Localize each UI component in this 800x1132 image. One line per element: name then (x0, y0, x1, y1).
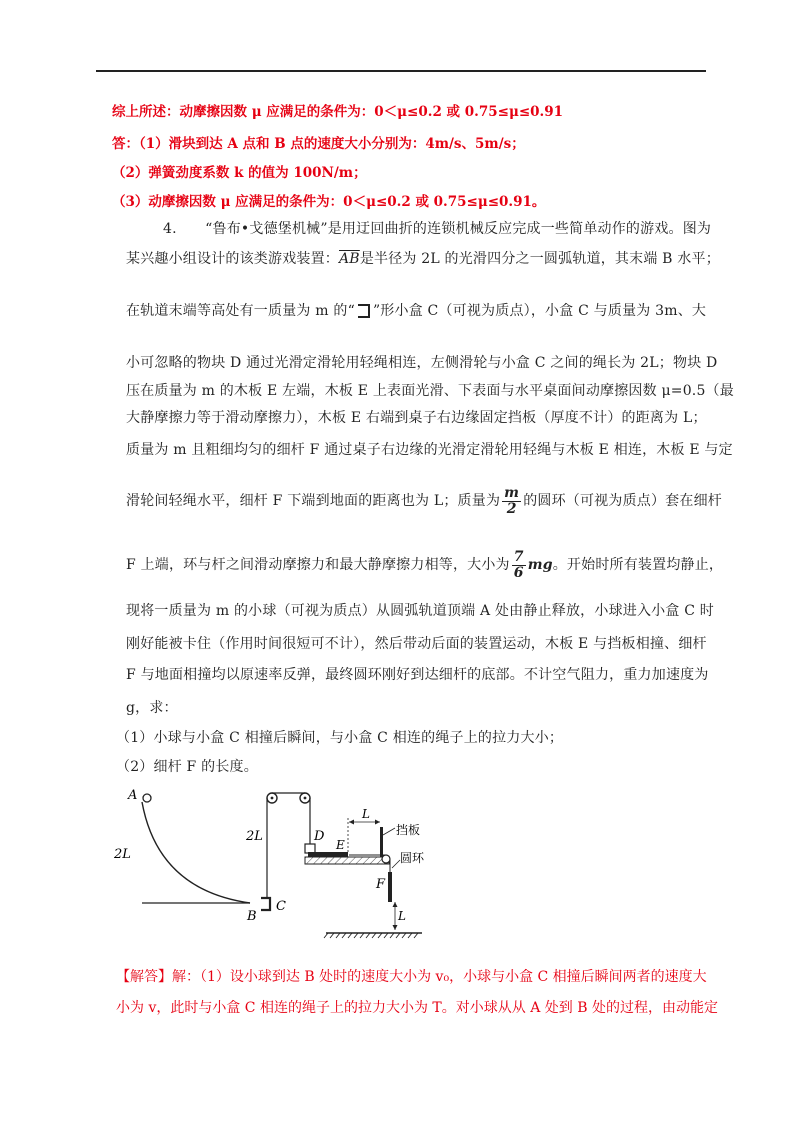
problem-line-1: 4. “鲁布•戈德堡机械”是用迂回曲折的连锁机械反应完成一些简单动作的游戏。图为 (163, 221, 712, 237)
ground-hatch (324, 933, 418, 938)
answer-1: 答：（1）滑块到达 A 点和 B 点的速度大小分别为：4m/s、5m/s； (112, 136, 525, 152)
label-f: F (376, 877, 386, 892)
problem-line-2 (126, 248, 720, 268)
question-2: （2）细杆 F 的长度。 (116, 759, 258, 775)
block-d (305, 844, 315, 853)
problem-line-9-pre: F 上端，环与杆之间滑动摩擦力和最大静摩擦力相等，大小为 (126, 557, 510, 574)
apparatus-diagram (100, 780, 450, 950)
label-baffle: 挡板 (396, 823, 421, 837)
baffle-pointer (383, 828, 395, 835)
question-1: （1）小球与小盒 C 相撞后瞬间，与小盒 C 相连的绳子上的拉力大小； (116, 730, 564, 746)
baffle (380, 827, 383, 857)
problem-line-12: F 与地面相撞均以原速率反弹，最终圆环刚好到达细杆的底部。不计空气阻力，重力加速度为 (126, 667, 709, 683)
problem-line-3-pre: 在轨道末端等高处有一质量为 m 的“ (126, 303, 355, 319)
problem-line-10: 现将一质量为 m 的小球（可视为质点）从圆弧轨道顶端 A 处由静止释放，小球进入小盒 C 时 (126, 603, 714, 619)
fraction-m-over-2 (502, 486, 521, 516)
arc-track (142, 802, 250, 903)
solution-line-2: 小为 v，此时与小盒 C 相连的绳子上的拉力大小为 T。对小球从从 A 处到 B 处的过程，由动能定 (116, 1000, 718, 1016)
fraction-numerator: 7 (513, 549, 524, 565)
label-b: B (247, 909, 257, 924)
problem-line-9 (126, 550, 723, 580)
left-pulley-axle (271, 797, 274, 800)
label-2l-left: 2L (114, 847, 131, 862)
answer-2: （2）弹簧劲度系数 k 的值为 100N/m； (112, 165, 367, 181)
header-rule (96, 70, 706, 72)
label-d: D (314, 829, 325, 844)
fraction-7-over-6 (512, 550, 526, 580)
label-l-bottom: L (398, 909, 406, 923)
problem-line-3-post: ”形小盒 C（可视为质点），小盒 C 与质量为 3m、大 (372, 303, 707, 319)
ball-at-a (143, 794, 151, 802)
conclusion-text: 综上所述：动摩擦因数 μ 应满足的条件为：0＜μ≤0.2 或 0.75≤μ≤0.91 (112, 104, 564, 120)
right-pulley-axle (304, 797, 307, 800)
problem-line-2-post: 是半径为 2L 的光滑四分之一圆弧轨道，其末端 B 水平； (359, 251, 720, 267)
label-a: A (128, 788, 138, 803)
arc-ab: $\overline{AB}$ (339, 251, 360, 267)
problem-line-4: 小可忽略的物块 D 通过光滑定滑轮用轻绳相连，左侧滑轮与小盒 C 之间的绳长为 2L；物块 D (126, 355, 718, 371)
solution-line-1: 【解答】解：（1）设小球到达 B 处时的速度大小为 v₀，小球与小盒 C 相撞后瞬间两者的速度大 (116, 969, 707, 985)
answer-3: （3）动摩擦因数 μ 应满足的条件为：0＜μ≤0.2 或 0.75≤μ≤0.91。 (112, 194, 546, 210)
problem-line-7: 质量为 m 且粗细均匀的细杆 F 通过桌子右边缘的光滑定滑轮用轻绳与木板 E 相连，木板 E 与定 (126, 442, 733, 458)
label-c: C (276, 899, 286, 914)
box-shape-icon (358, 304, 370, 318)
problem-line-3 (126, 300, 706, 320)
problem-line-11: 刚好能被卡住（作用时间很短可不计），然后带动后面的装置运动，木板 E 与挡板相撞、细杆 (126, 636, 707, 652)
label-ring: 圆环 (400, 851, 425, 865)
problem-line-2-pre: 某兴趣小组设计的该类游戏装置： (126, 251, 339, 267)
fraction-denominator: 6 (513, 564, 524, 581)
edge-pulley (382, 855, 390, 863)
table (305, 857, 389, 864)
ring-pointer (392, 860, 400, 868)
fraction-denominator: 2 (506, 500, 517, 517)
board-e (308, 852, 348, 857)
problem-line-8-pre: 滑轮间轻绳水平，细杆 F 下端到地面的距离也为 L；质量为 (126, 493, 501, 510)
mg-symbol: mg (527, 557, 553, 574)
box-c (261, 898, 270, 910)
label-2l-right: 2L (246, 829, 263, 844)
problem-line-13: g，求： (126, 700, 178, 716)
problem-line-5: 压在质量为 m 的木板 E 左端，木板 E 上表面光滑、下表面与水平桌面间动摩擦因数 μ=0.5（最 (126, 383, 734, 399)
label-e: E (336, 838, 345, 852)
problem-line-6: 大静摩擦力等于滑动摩擦力），木板 E 右端到桌子右边缘固定挡板（厚度不计）的距离为 L； (126, 410, 707, 426)
problem-line-9-post: 。开始时所有装置均静止， (552, 557, 724, 574)
problem-line-8 (126, 486, 722, 516)
problem-line-8-post: 的圆环（可视为质点）套在细杆 (523, 493, 722, 510)
fraction-numerator: m (504, 485, 520, 501)
label-l-top: L (362, 807, 370, 821)
rod-f (388, 872, 392, 902)
